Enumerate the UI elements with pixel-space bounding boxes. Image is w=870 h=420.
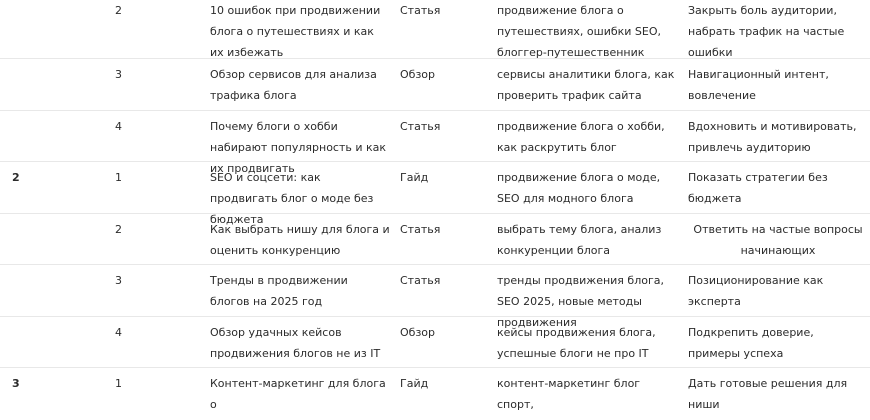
table-row xyxy=(0,317,870,369)
keywords-cell: продвижение блога о путешествиях, ошибки SEO, блоггер-путешественник xyxy=(497,4,662,59)
week-cell: 2 xyxy=(12,171,20,184)
number-cell: 3 xyxy=(115,274,122,287)
table-row xyxy=(0,368,870,420)
format-cell: Гайд xyxy=(400,377,429,390)
keywords-cell: контент-маркетинг блог спорт, xyxy=(497,377,641,411)
number-cell: 4 xyxy=(115,325,122,339)
table-row xyxy=(0,0,870,59)
keywords-cell: кейсы продвижения блога, успешные блоги не про IT xyxy=(497,325,656,360)
number-cell: 3 xyxy=(115,68,122,81)
keywords-cell: продвижение блога о хобби, как раскрутить блог xyxy=(497,119,665,154)
format-cell: Обзор xyxy=(400,68,436,81)
format-cell: Статья xyxy=(400,222,441,236)
table-row xyxy=(0,59,870,111)
topic-cell: Как выбрать нишу для блога и оценить конкуренцию xyxy=(210,222,390,257)
topic-cell: Тренды в продвижении блогов на 2025 год xyxy=(210,274,348,308)
keywords-cell: сервисы аналитики блога, как проверить трафик сайта xyxy=(497,68,675,102)
table-row xyxy=(0,111,870,175)
goal-cell: Показать стратегии без бюджета xyxy=(688,171,828,205)
table-row xyxy=(0,265,870,329)
number-cell: 2 xyxy=(115,222,122,236)
goal-cell: Ответить на частые вопросы начинающих xyxy=(693,222,863,257)
number-cell: 1 xyxy=(115,377,122,390)
topic-cell: SEO и соцсети: как продвигать блог о моде без бюджета xyxy=(210,171,374,226)
topic-cell: Обзор удачных кейсов продвижения блогов не из IT xyxy=(210,325,381,360)
goal-cell: Закрыть боль аудитории, набрать трафик на частые ошибки xyxy=(688,4,845,59)
format-cell: Статья xyxy=(400,4,441,17)
topic-cell: Почему блоги о хобби набирают популярность и как их продвигать xyxy=(210,119,387,175)
format-cell: Обзор xyxy=(400,325,436,339)
week-cell: 3 xyxy=(12,377,20,390)
number-cell: 1 xyxy=(115,171,122,184)
goal-cell: Дать готовые решения для ниши xyxy=(688,377,848,411)
goal-cell: Вдохновить и мотивировать, привлечь аудиторию xyxy=(688,119,857,154)
number-cell: 2 xyxy=(115,4,122,17)
keywords-cell: выбрать тему блога, анализ конкуренции блога xyxy=(497,222,662,257)
format-cell: Гайд xyxy=(400,171,429,184)
keywords-cell: продвижение блога о моде, SEO для модного блога xyxy=(497,171,661,205)
topic-cell: Обзор сервисов для анализа трафика блога xyxy=(210,68,377,102)
format-cell: Статья xyxy=(400,119,441,133)
keywords-cell: тренды продвижения блога, SEO 2025, новые методы продвижения xyxy=(497,274,664,329)
goal-cell: Позиционирование как эксперта xyxy=(688,274,824,308)
goal-cell: Подкрепить доверие, примеры успеха xyxy=(688,325,814,360)
goal-cell: Навигационный интент, вовлечение xyxy=(688,68,829,102)
table-row xyxy=(0,162,870,226)
format-cell: Статья xyxy=(400,274,441,287)
table-row xyxy=(0,214,870,266)
number-cell: 4 xyxy=(115,119,122,133)
topic-cell: Контент-маркетинг для блога о xyxy=(210,377,386,411)
topic-cell: 10 ошибок при продвижении блога о путешествиях и как их избежать xyxy=(210,4,381,59)
